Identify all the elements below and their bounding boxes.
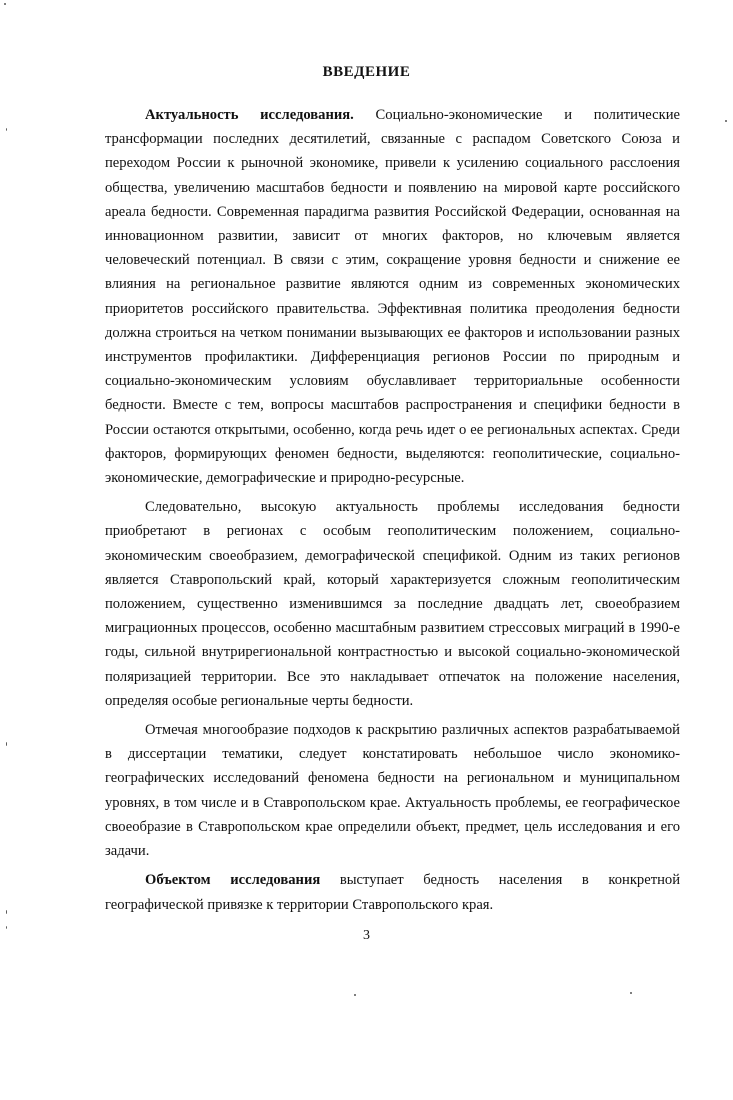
scan-speck (630, 992, 632, 994)
paragraph-text: Отмечая многообразие подходов к раскрытию различных аспектов разрабатываемой в диссертации тематики, следует констатировать небольшое число экономико-географических исследований феномена бедности на региональном и муниципальном уровнях, в том числе и в Ставропольском крае. Актуальность проблемы, ее географическое своеобразие в Ставропольском крае определили объект, предмет, цель исследования и его задачи. (105, 722, 680, 860)
paragraph-text: Социально-экономические и политические трансформации последних десятилетий, связанные с распадом Советского Союза и переходом России к рыночной экономике, привели к усилению социального расслоения общества, увеличению масштабов бедности и появлению на мировой карте российского ареала бедности. Современная парадигма развития Российской Федерации, основанная на инновационном развитии, зависит от многих факторов, но ключевым является человеческий потенциал. В связи с этим, сокращение уровня бедности и снижение ее влияния на региональное развитие являются одним из современных экономических приоритетов российского правительства. Эффективная политика преодоления бедности должна строиться на четком понимании вызывающих ее факторов и использовании разных инструментов профилактики. Дифференциация регионов России по природным и социально-экономическим условиям обуславливает территориальные особенности бедности. Вместе с тем, вопросы масштабов распространения и специфики бедности в России остаются открытыми, особенно, когда речь идет о ее региональных аспектах. Среди факторов, формирующих феномен бедности, выделяются: геополитические, социально-экономические, демографические и природно-ресурсные. (105, 107, 680, 487)
paragraph-lead: Объектом исследования (145, 872, 321, 889)
scan-speck (354, 994, 356, 996)
paragraph-object (105, 868, 680, 916)
paragraph-text: выступает бедность населения в конкретной географической привязке к территории Ставропольского края. (105, 872, 680, 913)
paragraph-text: Следовательно, высокую актуальность проблемы исследования бедности приобретают в регионах с особым геополитическим положением, социально-экономическим своеобразием, демографической спецификой. Одним из таких регионов является Ставропольский край, который характеризуется сложным геополитическим положением, существенно изменившимся за последние двадцать лет, своеобразием миграционных процессов, особенно масштабным развитием стрессовых миграций в 1990-е годы, сильной внутрирегиональной контрастностью и высокой социально-экономической поляризацией территории. Все это накладывает отпечаток на положение населения, определяя особые региональные черты бедности. (105, 499, 680, 709)
paragraph-lead: Актуальность исследования. (145, 107, 354, 123)
scan-speck (6, 910, 7, 914)
scan-speck (4, 3, 6, 5)
body-text (105, 103, 680, 917)
paragraph-approaches (105, 718, 680, 863)
paragraph-relevance (105, 103, 680, 490)
page-number: 3 (363, 928, 370, 943)
scan-speck (6, 742, 7, 746)
scan-speck (6, 128, 7, 131)
page-title: ВВЕДЕНИЕ (322, 64, 411, 80)
scan-speck (6, 926, 7, 929)
scan-speck (725, 120, 727, 122)
paragraph-consequently (105, 495, 680, 713)
